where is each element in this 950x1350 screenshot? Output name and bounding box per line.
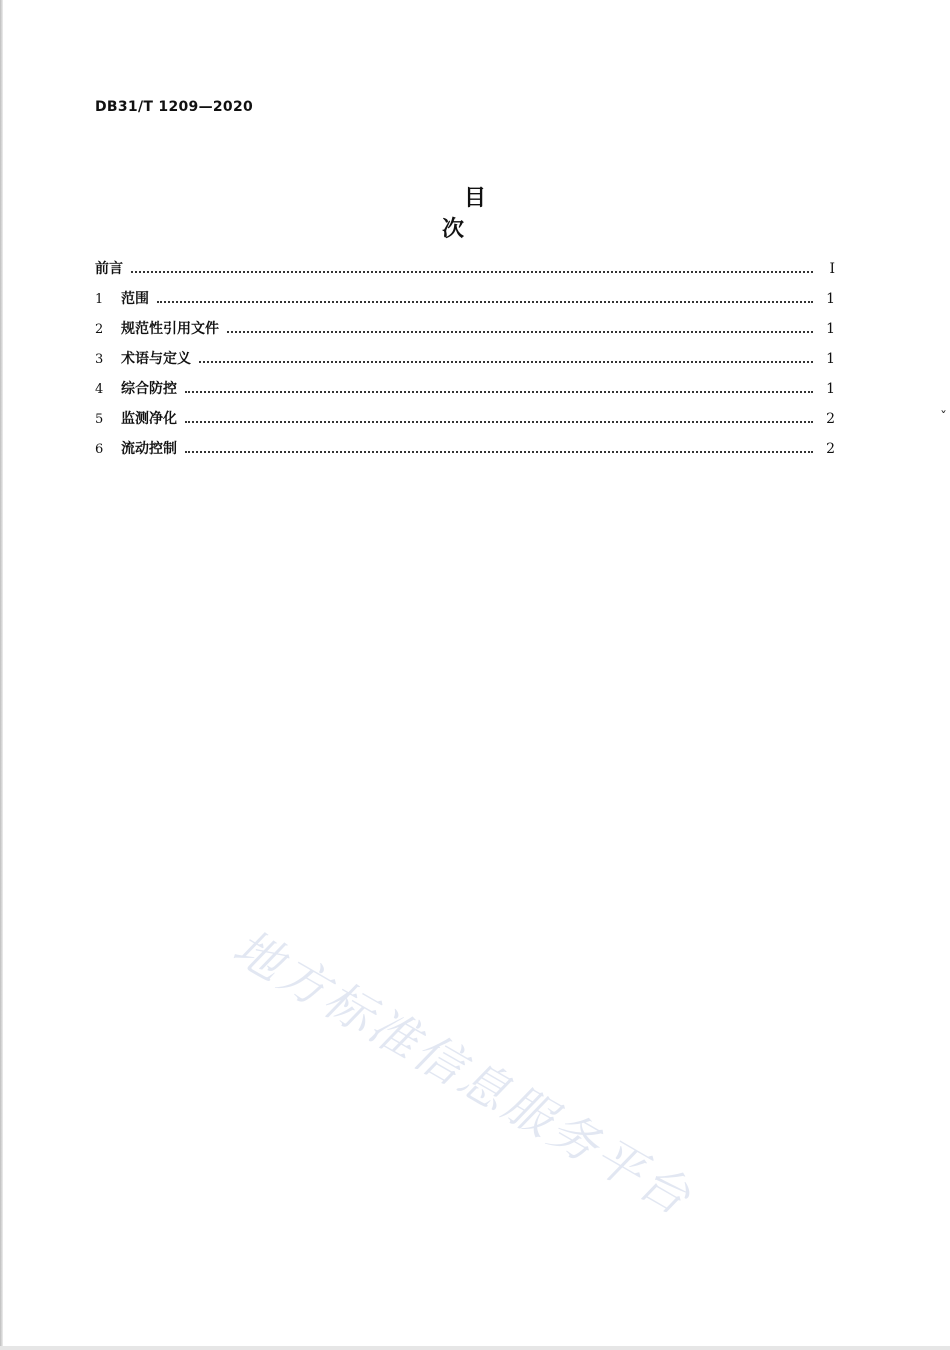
toc-entry-number: 6 [95,442,104,457]
margin-mark: ˇ [940,410,947,426]
toc-entry-label: 综合防控 [121,381,177,397]
toc-entry-label: 术语与定义 [121,351,191,367]
page-title: 目次 [441,186,530,242]
toc-entry-number: 5 [95,412,104,427]
toc-entry-number: 1 [95,292,104,307]
toc-entry-page: 1 [826,321,835,337]
toc-entry-foreword[interactable] [95,258,835,288]
watermark: 地方标准信息服务平台 [223,919,703,1228]
toc-entry-label: 流动控制 [121,441,177,457]
dot-leader [185,391,813,393]
toc-entry-scope[interactable] [95,288,835,318]
toc-entry-number: 4 [95,382,104,397]
toc-entry-terms-definitions[interactable] [95,348,835,378]
dot-leader [199,361,813,363]
dot-leader [157,301,813,303]
page-left-edge [0,0,3,1350]
toc-entry-page: 1 [826,381,835,397]
toc-entry-page: 2 [826,441,835,457]
dot-leader [131,271,813,273]
toc-entry-number: 2 [95,322,104,337]
toc-entry-monitoring-purification[interactable] [95,408,835,438]
toc-entry-comprehensive-control[interactable] [95,378,835,408]
page-bottom-edge [0,1346,950,1350]
toc-entry-page: 1 [826,351,835,367]
toc-entry-movement-control[interactable] [95,438,835,468]
dot-leader [185,451,813,453]
toc-entry-label: 监测净化 [121,411,177,427]
dot-leader [185,421,813,423]
toc-entry-label: 前言 [95,261,123,277]
toc-entry-number: 3 [95,352,104,367]
standard-code: DB31/T 1209—2020 [95,99,254,115]
toc-entry-page: 1 [826,291,835,307]
dot-leader [227,331,813,333]
toc-entry-page: 2 [826,411,835,427]
toc-entry-normative-references[interactable] [95,318,835,348]
toc-entry-label: 规范性引用文件 [121,321,219,337]
toc-entry-page: I [829,261,835,277]
toc-entry-label: 范围 [121,291,149,307]
table-of-contents [95,258,835,468]
